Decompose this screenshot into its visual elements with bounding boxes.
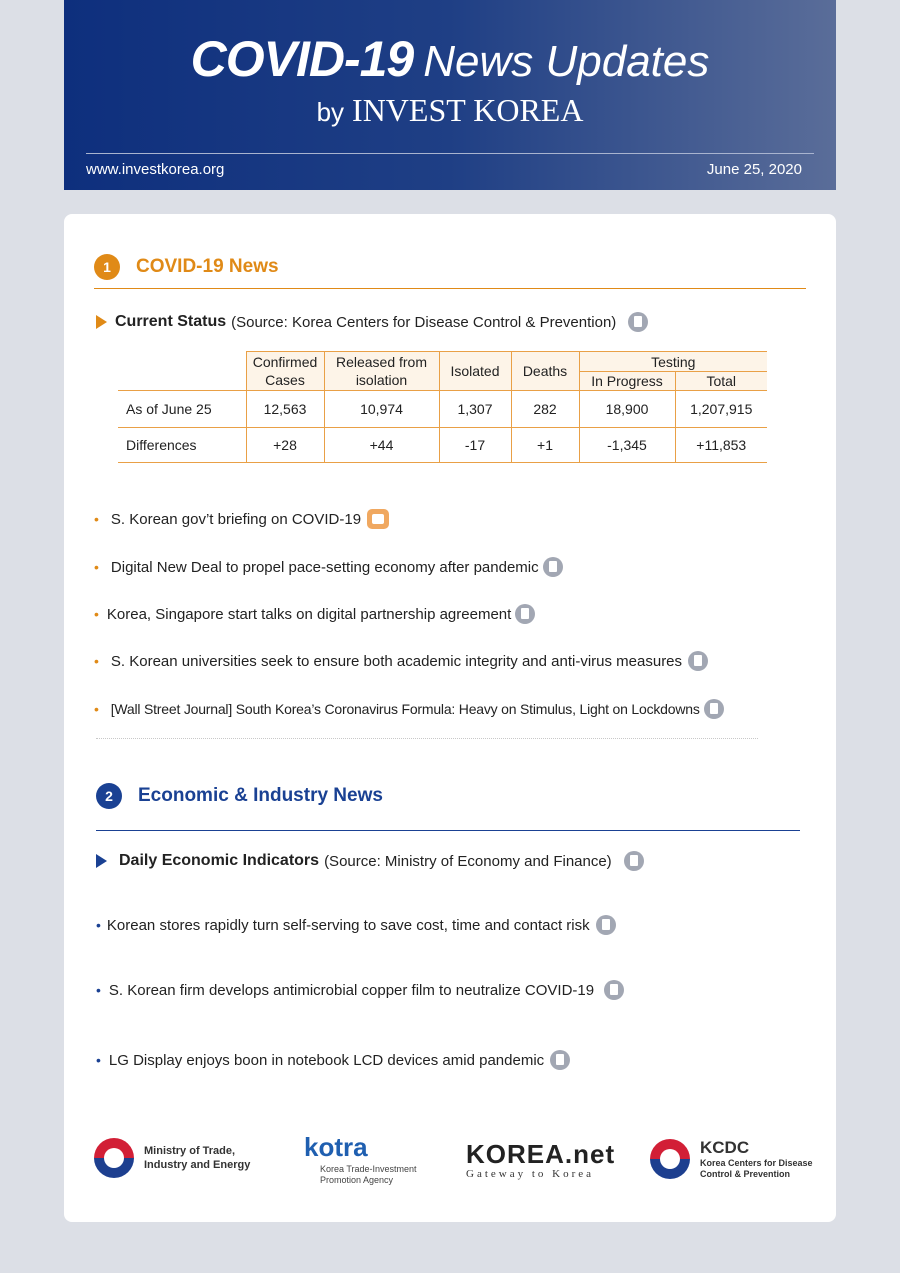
motie-logo[interactable]: Ministry of Trade, Industry and Energy bbox=[94, 1138, 250, 1178]
taegeuk-icon bbox=[94, 1138, 134, 1178]
kcdc-logo[interactable]: KCDC Korea Centers for Disease Control & Prevention bbox=[650, 1138, 813, 1180]
bullet-icon: • bbox=[96, 917, 101, 933]
video-link-icon[interactable] bbox=[367, 509, 389, 529]
news-item-briefing[interactable]: • S. Korean gov’t briefing on COVID-19 bbox=[94, 509, 389, 529]
section-2-rule bbox=[96, 830, 800, 831]
header-divider bbox=[86, 153, 814, 154]
header-isolated: Isolated bbox=[439, 352, 511, 391]
website-link[interactable]: www.investkorea.org bbox=[86, 161, 225, 178]
bullet-icon: • bbox=[94, 701, 99, 717]
document-link-icon[interactable] bbox=[688, 651, 708, 671]
news-item-self-serving-stores[interactable]: • Korean stores rapidly turn self-serving to save cost, time and contact risk bbox=[96, 915, 616, 935]
section-separator bbox=[96, 738, 758, 739]
header-deaths: Deaths bbox=[511, 352, 579, 391]
current-status-label: Current Status bbox=[115, 313, 227, 330]
document-link-icon[interactable] bbox=[550, 1050, 570, 1070]
current-status-heading bbox=[96, 312, 648, 332]
header-released: Released from isolation bbox=[324, 352, 439, 391]
footer-logos bbox=[64, 1134, 836, 1194]
news-item-singapore-talks[interactable]: • Korea, Singapore start talks on digital partnership agreement bbox=[94, 604, 535, 624]
bullet-icon: • bbox=[96, 982, 101, 998]
news-item-lg-display[interactable]: • LG Display enjoys boon in notebook LCD devices amid pandemic bbox=[96, 1050, 570, 1070]
document-link-icon[interactable] bbox=[704, 699, 724, 719]
document-link-icon[interactable] bbox=[624, 851, 644, 871]
korea-net-logo[interactable]: KOREA.net Gateway to Korea bbox=[466, 1139, 616, 1180]
section-1-header bbox=[94, 254, 279, 280]
bullet-icon: • bbox=[94, 559, 99, 575]
document-link-icon[interactable] bbox=[604, 980, 624, 1000]
section-1-number: 1 bbox=[94, 254, 120, 280]
status-table bbox=[118, 351, 767, 463]
header-in-progress: In Progress bbox=[579, 372, 675, 391]
document-link-icon[interactable] bbox=[628, 312, 648, 332]
section-2-number: 2 bbox=[96, 783, 122, 809]
header-banner bbox=[64, 0, 836, 190]
news-item-digital-new-deal[interactable]: • Digital New Deal to propel pace-setting economy after pandemic bbox=[94, 557, 563, 577]
section-1-title: COVID-19 News bbox=[136, 256, 279, 277]
document-link-icon[interactable] bbox=[543, 557, 563, 577]
bullet-icon: • bbox=[94, 606, 99, 622]
brand-name: INVEST KOREA bbox=[352, 92, 584, 128]
bullet-icon: • bbox=[94, 511, 99, 527]
bullet-icon: • bbox=[96, 1052, 101, 1068]
economic-indicators-label[interactable]: Daily Economic Indicators bbox=[119, 852, 320, 869]
news-item-universities[interactable]: • S. Korean universities seek to ensure both academic integrity and anti-virus measures bbox=[94, 651, 708, 671]
header-total: Total bbox=[675, 372, 767, 391]
table-header-row bbox=[118, 352, 767, 372]
document-link-icon[interactable] bbox=[515, 604, 535, 624]
news-item-wsj[interactable]: • [Wall Street Journal] South Korea’s Coronavirus Formula: Heavy on Stimulus, Light on Lockdowns bbox=[94, 699, 724, 719]
section-1-rule bbox=[94, 288, 806, 289]
table-row: Differences +28 +44 -17 +1 -1,345 +11,853 bbox=[118, 428, 767, 463]
content-card bbox=[64, 214, 836, 1222]
header-confirmed: Confirmed Cases bbox=[246, 352, 324, 391]
section-2-title: Economic & Industry News bbox=[138, 785, 383, 806]
title-bold: COVID-19 bbox=[190, 31, 414, 87]
header-testing: Testing bbox=[579, 352, 767, 372]
newsletter-title bbox=[64, 30, 836, 91]
taegeuk-icon bbox=[650, 1139, 690, 1179]
kotra-logo[interactable]: kotra Korea Trade-Investment Promotion Agency bbox=[304, 1132, 417, 1185]
economic-indicators-heading bbox=[96, 851, 644, 871]
news-item-copper-film[interactable]: • S. Korean firm develops antimicrobial copper film to neutralize COVID-19 bbox=[96, 980, 624, 1000]
newsletter-subtitle bbox=[64, 92, 836, 129]
economic-indicators-source: (Source: Ministry of Economy and Finance) bbox=[324, 852, 612, 870]
table-row: As of June 25 12,563 10,974 1,307 282 18,900 1,207,915 bbox=[118, 391, 767, 428]
triangle-bullet-icon bbox=[96, 854, 107, 868]
issue-date: June 25, 2020 bbox=[706, 161, 802, 178]
title-rest: News Updates bbox=[423, 37, 710, 86]
section-2-header bbox=[96, 783, 383, 809]
document-link-icon[interactable] bbox=[596, 915, 616, 935]
bullet-icon: • bbox=[94, 653, 99, 669]
by-label: by bbox=[316, 97, 345, 127]
triangle-bullet-icon bbox=[96, 315, 107, 329]
current-status-source: (Source: Korea Centers for Disease Control & Prevention) bbox=[231, 313, 617, 331]
